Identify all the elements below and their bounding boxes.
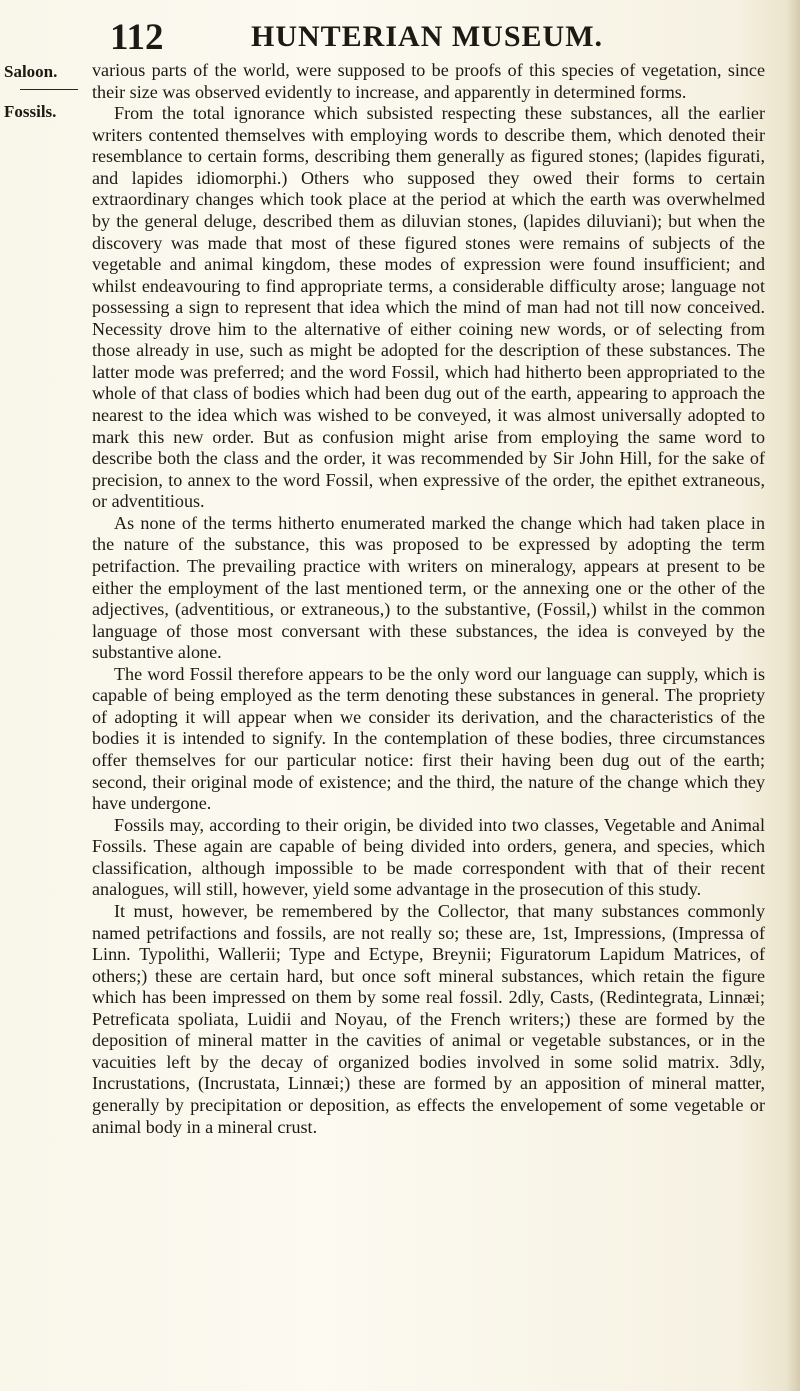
paragraph: various parts of the world, were supposed to be proofs of this species of vegetation, since their size was observed evidently to increase, and apparently in determined forms. [92, 60, 765, 102]
page-header [110, 10, 670, 60]
paragraph: It must, however, be remembered by the Collector, that many substances commonly named petrifactions and fossils, are not really so; these are, 1st, Impressions, (Impressa of Linn. Typolithi, Wallerii; Type and Ectype, Breynii; Figuratorum Lapidum Matrices, of others;) these are certain hard, but once soft mineral substances, which retain the figure which has been impressed on them by some real fossil. 2dly, Casts, (Redintegrata, Linnæi; Petreficata spoliata, Luidii and Noyau, of the French writers;) these are formed by the deposition of mineral matter in the cavities of animal or vegetable substances, or in the vacuities left by the decay of organized bodies involved in some solid matrix. 3dly, Incrustations, (Incrustata, Linnæi;) these are formed by an apposition of mineral matter, generally by precipitation or deposition, as effects the envelopement of some vegetable or animal body in a mineral crust. [92, 900, 765, 1137]
sidenote-section: Saloon. [4, 62, 58, 81]
paragraph: From the total ignorance which subsisted respecting these substances, all the earlier writers contented themselves with employing words to describe them, which denoted their resemblance to certain forms, describing them generally as figured stones; (lapides figurati, and lapides idiomorphi.) Others who supposed they owed their forms to certain extraordinary changes which took place at the period at which the earth was overwhelmed by the general deluge, described them as diluvian stones, (lapides diluviani); but when the discovery was made that most of these figured stones were remains of subjects of the vegetable and animal kingdom, these modes of expression were found insufficient; and whilst endeavouring to find appropriate terms, a considerable difficulty arose; language not possessing a sign to represent that idea which the mind of man had not till now conceived. Necessity drove him to the alternative of either coining new words, or of selecting from those already in use, such as might be adopted for the description of these substances. The latter mode was preferred; and the word Fossil, which had hitherto been appropriated to the whole of that class of bodies which had been dug out of the earth, appearing to approach the nearest to the idea which was wished to be conveyed, it was almost universally adopted to mark this new order. But as confusion might arise from employing the same word to describe both the class and the order, it was recommended by Sir John Hill, for the sake of precision, to annex to the word Fossil, when expressive of the order, the epithet extraneous, or adventitious. [92, 103, 765, 512]
page-number: 112 [110, 17, 164, 58]
sidenote-topic: Fossils. [4, 102, 57, 121]
paragraph: As none of the terms hitherto enumerated marked the change which had taken place in the nature of the substance, this was proposed to be expressed by adopting the term petrifaction. The prevailing practice with writers on mineralogy, appears at present to be either the employment of the last mentioned term, or the annexing one or the other of the adjectives, (adventitious, or extraneous,) to the substantive, (Fossil,) whilst in the common language of those most conversant with these substances, the idea is conveyed by the substantive alone. [92, 512, 765, 663]
sidenote-divider [20, 89, 78, 90]
paragraph: The word Fossil therefore appears to be the only word our language can supply, which is capable of being employed as the term denoting these substances in general. The propriety of adopting it will appear when we consider its derivation, and the characteristics of the bodies it is intended to signify. In the contemplation of these bodies, three circumstances offer themselves for our particular notice: first their having been dug out of the earth; second, their original mode of existence; and the third, the nature of the change which they have undergone. [92, 663, 765, 814]
paragraph: Fossils may, according to their origin, be divided into two classes, Vegetable and Animal Fossils. These again are capable of being divided into orders, genera, and species, which classification, although impossible to be made correspondent with that of their recent analogues, will still, however, yield some advantage in the prosecution of this study. [92, 814, 765, 900]
page-edge-shadow [786, 0, 800, 1391]
body-text [92, 60, 765, 1138]
running-title: HUNTERIAN MUSEUM. [251, 20, 604, 53]
